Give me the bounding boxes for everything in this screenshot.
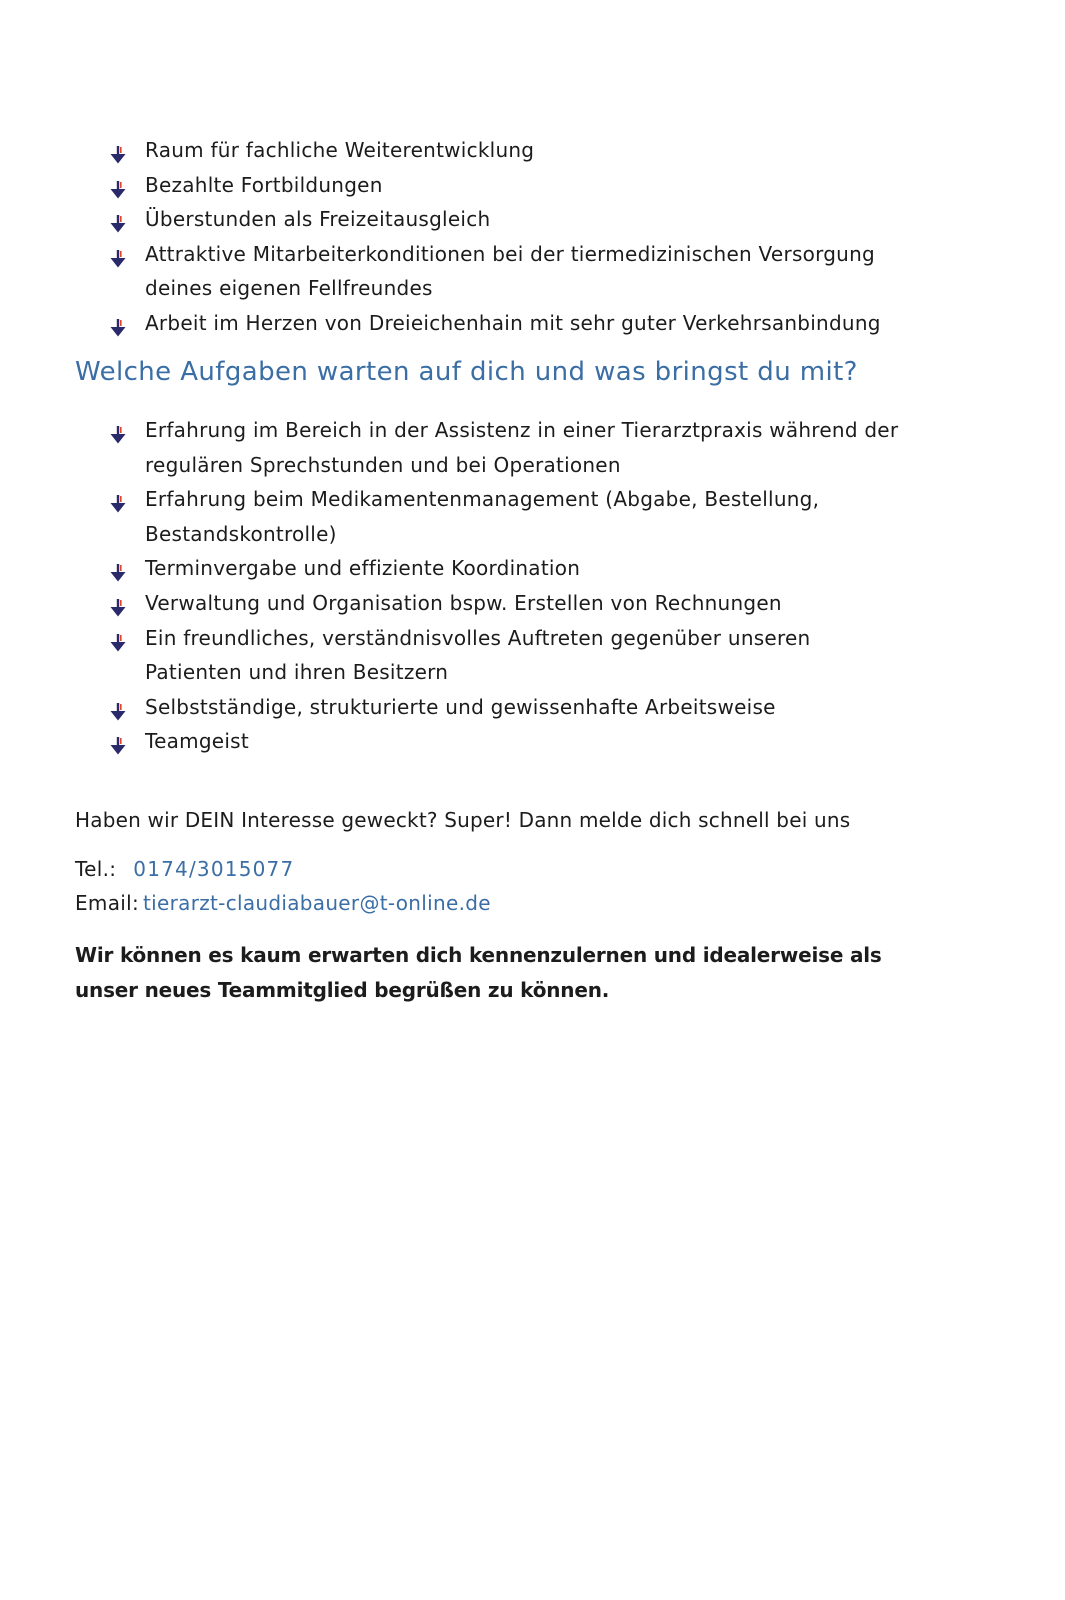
- list-item-text: Attraktive Mitarbeiterkonditionen bei der tiermedizinischen Versorgung deines eigenen Fellfreundes: [145, 241, 875, 301]
- list-item-text: Ein freundliches, verständnisvolles Auftreten gegenüber unseren Patienten und ihren Besitzern: [145, 625, 811, 685]
- email-link[interactable]: tierarzt-claudiabauer@t-online.de: [143, 891, 491, 915]
- list-item-text: Erfahrung beim Medikamentenmanagement (Abgabe, Bestellung, Bestandskontrolle): [145, 487, 820, 546]
- list-item: [110, 168, 910, 203]
- list-item-text: Erfahrung im Bereich in der Assistenz in einer Tierarztpraxis während der regulären Sprechstunden und bei Operationen: [145, 418, 899, 477]
- list-item: [110, 551, 910, 586]
- phone-label: Tel.:: [75, 857, 117, 881]
- down-arrow-bullet-icon: [110, 140, 126, 158]
- down-arrow-bullet-icon: [110, 313, 126, 331]
- email-label: Email:: [75, 891, 140, 915]
- list-item: [110, 482, 910, 551]
- down-arrow-bullet-icon: [110, 731, 126, 749]
- interest-text: Haben wir DEIN Interesse geweckt? Super! Dann melde dich schnell bei uns: [75, 808, 851, 832]
- down-arrow-bullet-icon: [110, 697, 126, 715]
- list-item: [110, 306, 910, 341]
- down-arrow-bullet-icon: [110, 489, 126, 507]
- tasks-list: [110, 413, 910, 759]
- list-item-text: Raum für fachliche Weiterentwicklung: [145, 138, 535, 162]
- down-arrow-bullet-icon: [110, 628, 126, 646]
- down-arrow-bullet-icon: [110, 244, 126, 262]
- list-item: [110, 413, 910, 482]
- down-arrow-bullet-icon: [110, 593, 126, 611]
- list-item-text: Bezahlte Fortbildungen: [145, 172, 383, 197]
- phone-link[interactable]: 0174/3015077: [133, 857, 295, 881]
- list-item: [110, 586, 910, 621]
- list-item: [110, 690, 910, 725]
- benefits-list: [110, 133, 910, 341]
- list-item-text: Arbeit im Herzen von Dreieichenhain mit sehr guter Verkehrsanbindung: [145, 310, 881, 335]
- down-arrow-bullet-icon: [110, 209, 126, 227]
- list-item-text: Überstunden als Freizeitausgleich: [145, 207, 491, 232]
- closing-text: Wir können es kaum erwarten dich kennenzulernen und idealerweise als unser neues Teammitglied begrüßen zu können.: [75, 943, 882, 1002]
- list-item: [110, 621, 910, 690]
- list-item: [110, 202, 910, 237]
- down-arrow-bullet-icon: [110, 175, 126, 193]
- down-arrow-bullet-icon: [110, 420, 126, 438]
- list-item: [110, 724, 910, 759]
- email-line: [75, 891, 491, 915]
- phone-line: [75, 857, 294, 881]
- list-item-text: Verwaltung und Organisation bspw. Erstellen von Rechnungen: [145, 590, 782, 615]
- list-item: [110, 237, 910, 306]
- list-item-text: Terminvergabe und effiziente Koordination: [145, 556, 581, 581]
- list-item: [110, 133, 910, 168]
- section-heading: Welche Aufgaben warten auf dich und was bringst du mit?: [75, 357, 858, 387]
- list-item-text: Teamgeist: [145, 729, 249, 754]
- list-item-text: Selbstständige, strukturierte und gewissenhafte Arbeitsweise: [145, 694, 776, 719]
- down-arrow-bullet-icon: [110, 558, 126, 576]
